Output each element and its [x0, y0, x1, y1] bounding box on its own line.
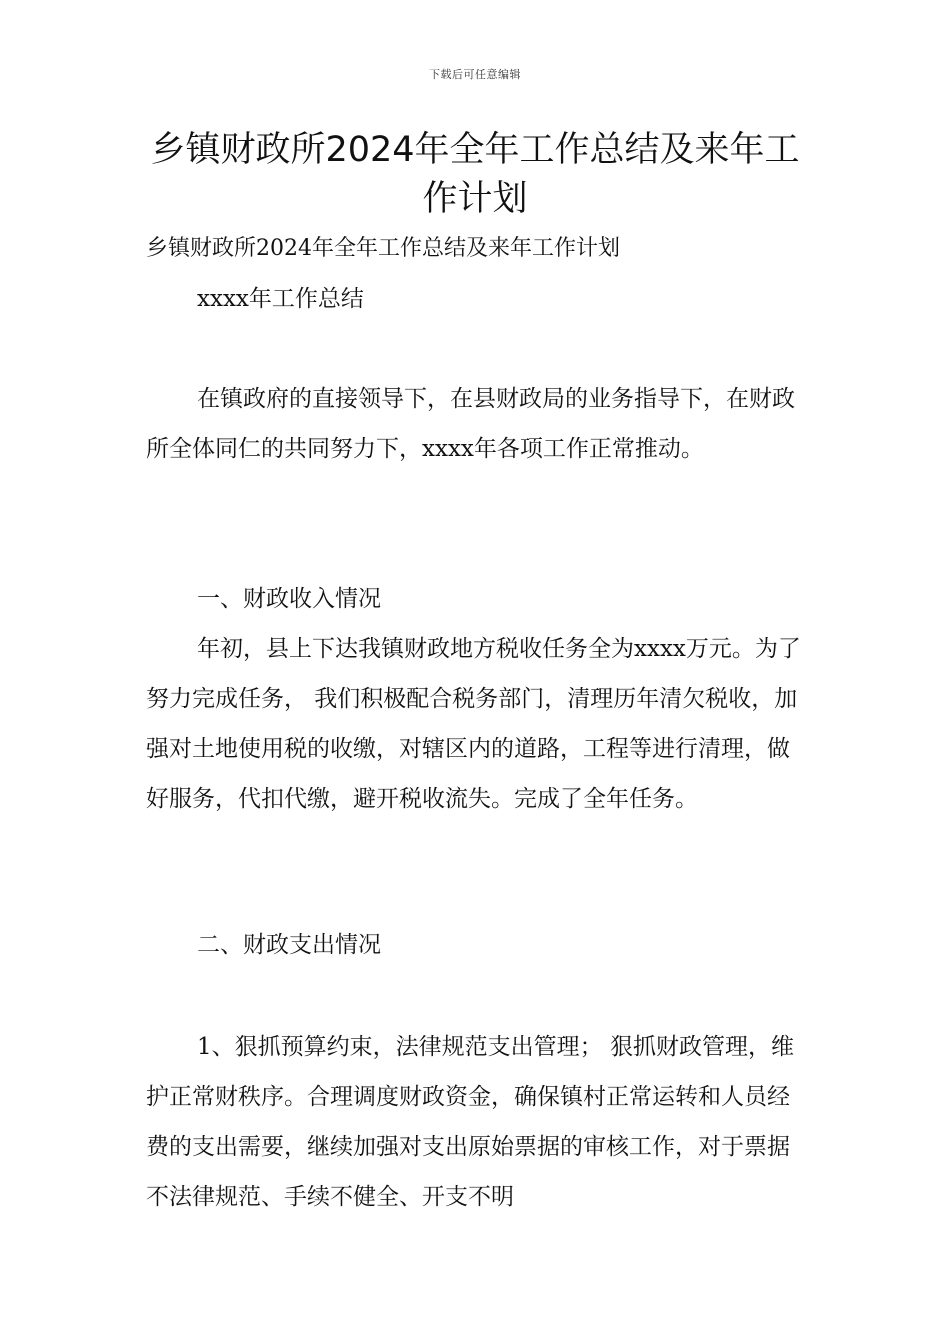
download-note: 下载后可任意编辑	[429, 68, 521, 81]
title-line-1: 乡镇财政所2024年全年工作总结及来年工	[150, 130, 800, 170]
expense-item-1: 1、狠抓预算约束，法律规范支出管理； 狠抓财政管理，维护正常财秩序。合理调度财政资金，确保镇村正常运转和人员经费的支出需要，继续加强对支出原始票据的审核工作，对于票据不法律规范、手续不健全、开支不明	[146, 1034, 794, 1210]
expense-heading: 二、财政支出情况	[197, 932, 381, 958]
title-line-2: 作计划	[422, 179, 528, 219]
section-summary-heading: xxxx年工作总结	[197, 286, 364, 312]
revenue-heading: 一、财政收入情况	[197, 586, 381, 612]
document-title	[130, 126, 820, 224]
revenue-paragraph: 年初，县上下达我镇财政地方税收任务全为xxxx万元。为了努力完成任务， 我们积极配合税务部门，清理历年清欠税收，加强对土地使用税的收缴，对辖区内的道路，工程等进行清理，做好服务，代扣代缴，避开税收流失。完成了全年任务。	[146, 636, 801, 812]
intro-paragraph: 在镇政府的直接领导下，在县财政局的业务指导下，在财政所全体同仁的共同努力下，xxxx年各项工作正常推动。	[146, 386, 795, 462]
document-subtitle: 乡镇财政所2024年全年工作总结及来年工作计划	[146, 236, 620, 261]
